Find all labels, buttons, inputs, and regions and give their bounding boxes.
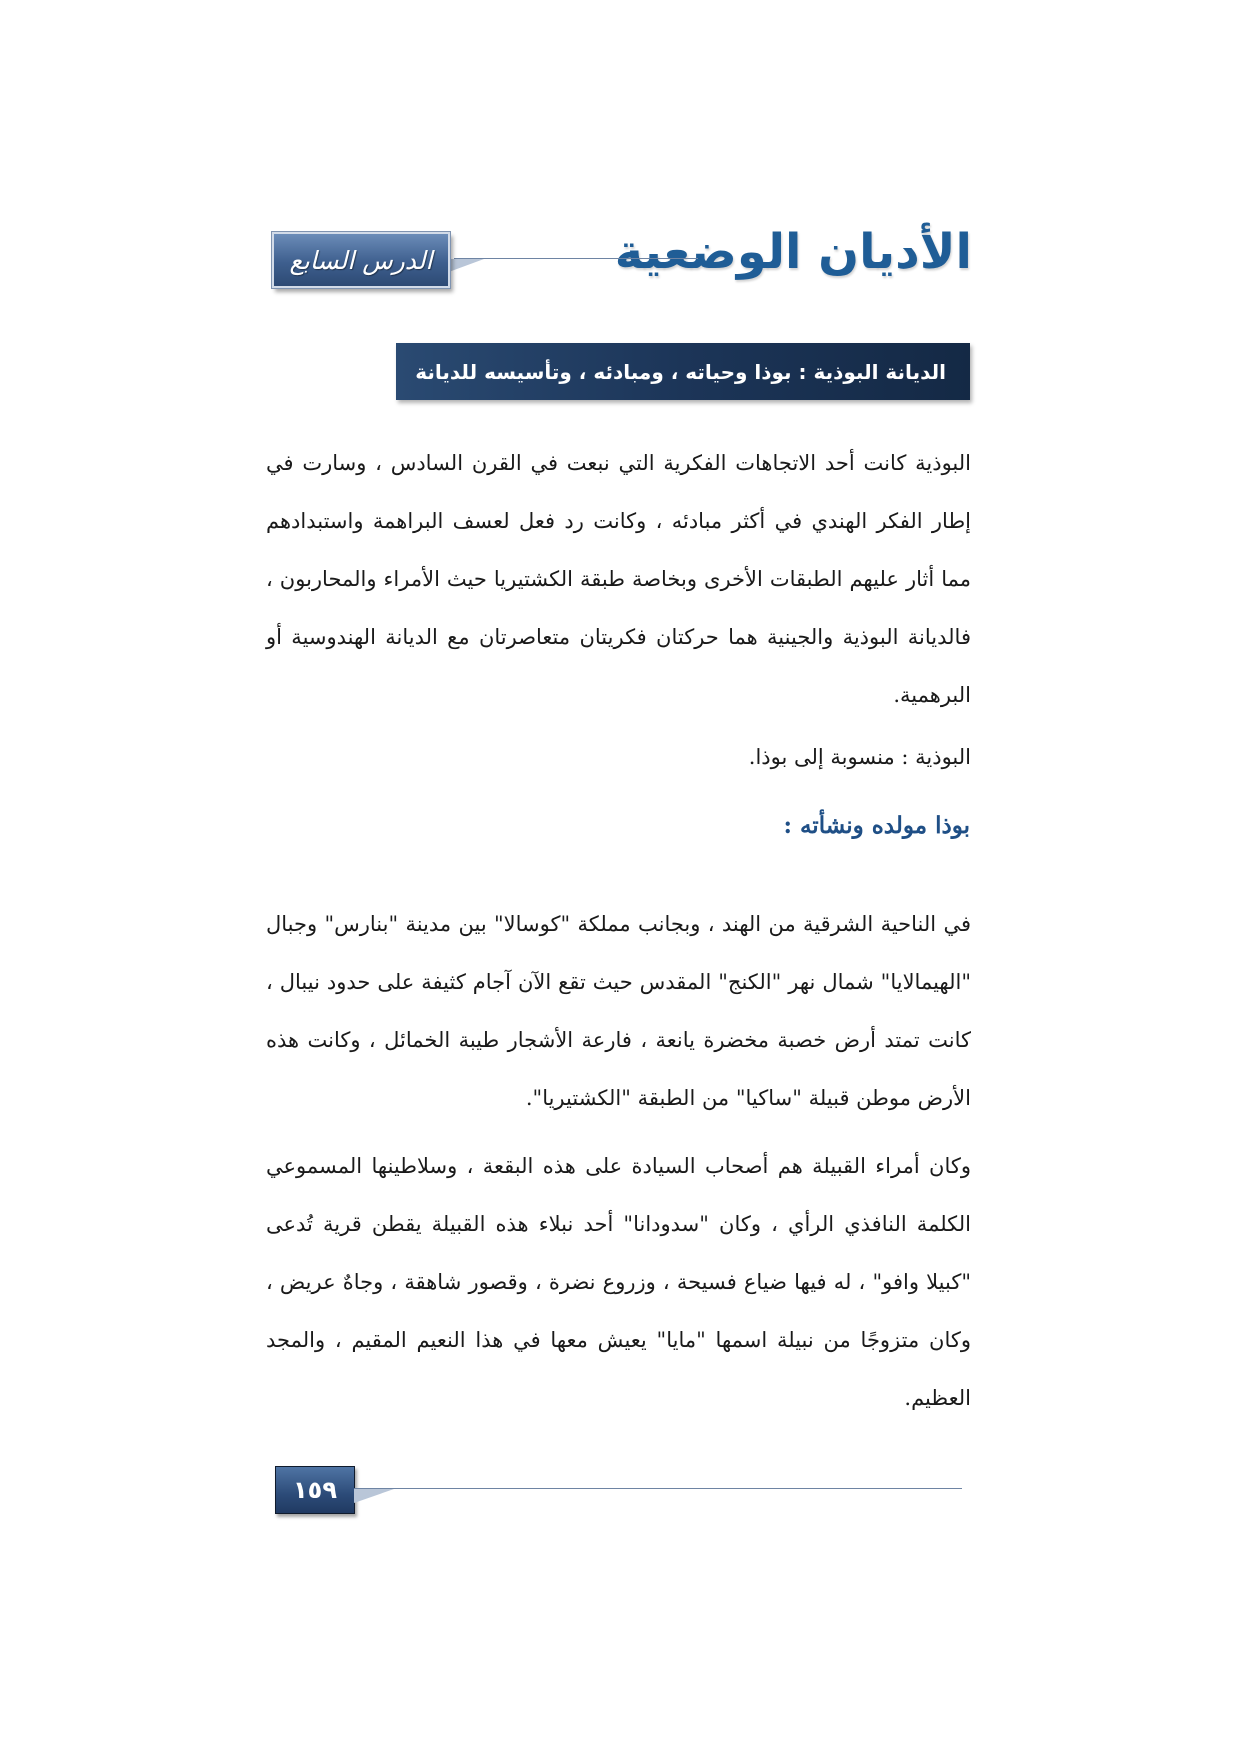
book-title: الأديان الوضعية: [614, 224, 972, 280]
footer-divider-line: [354, 1488, 962, 1489]
lesson-badge: [272, 232, 450, 288]
lesson-label: الدرس السابع: [289, 245, 433, 275]
header-divider-line: [454, 258, 698, 259]
header-divider-accent: [446, 259, 484, 273]
paragraph-intro: البوذية كانت أحد الاتجاهات الفكرية التي نبعت في القرن السادس ، وسارت في إطار الفكر الهندي في أكثر مبادئه ، وكانت رد فعل لعسف البراهمة واستبدادهم مما أثار عليهم الطبقات الأخرى وبخاصة طبقة الكشتيريا حيث الأمراء والمحاربون ، فالديانة البوذية والجينية هما حركتان فكريتان متعاصرتان مع الديانة الهندوسية أو البرهمية.: [266, 451, 971, 707]
paragraph-definition: البوذية : منسوبة إلى بوذا.: [748, 745, 971, 769]
paragraph-tribe: وكان أمراء القبيلة هم أصحاب السيادة على هذه البقعة ، وسلاطينها المسموعي الكلمة النافذي الرأي ، وكان "سدودانا" أحد نبلاء هذه القبيلة يقطن قرية تُدعى "كبيلا وافو" ، له فيها ضياع فسيحة ، وزروع نضرة ، وقصور شاهقة ، وجاهٌ عريض ، وكان متزوجًا من نبيلة اسمها "مايا" يعيش معها في هذا النعيم المقيم ، والمجد العظيم.: [266, 1154, 971, 1410]
subheading-birth-upbringing: بوذا مولده ونشأته :: [783, 812, 970, 839]
section-title: الديانة البوذية : بوذا وحياته ، ومبادئه ، وتأسيسه للديانة: [415, 359, 946, 384]
page-number: ١٥٩: [293, 1476, 337, 1504]
page-number-box: [275, 1466, 355, 1514]
section-banner: [396, 343, 970, 400]
paragraph-geography: في الناحية الشرقية من الهند ، وبجانب مملكة "كوسالا" بين مدينة "بنارس" وجبال "الهيمالايا" شمال نهر "الكنج" المقدس حيث تقع الآن آجام كثيفة على حدود نيبال ، كانت تمتد أرض خصبة مخضرة يانعة ، فارعة الأشجار طيبة الخمائل ، وكانت هذه الأرض موطن قبيلة "ساكيا" من الطبقة "الكشتيريا".: [266, 912, 971, 1110]
footer-divider-accent: [354, 1489, 394, 1503]
